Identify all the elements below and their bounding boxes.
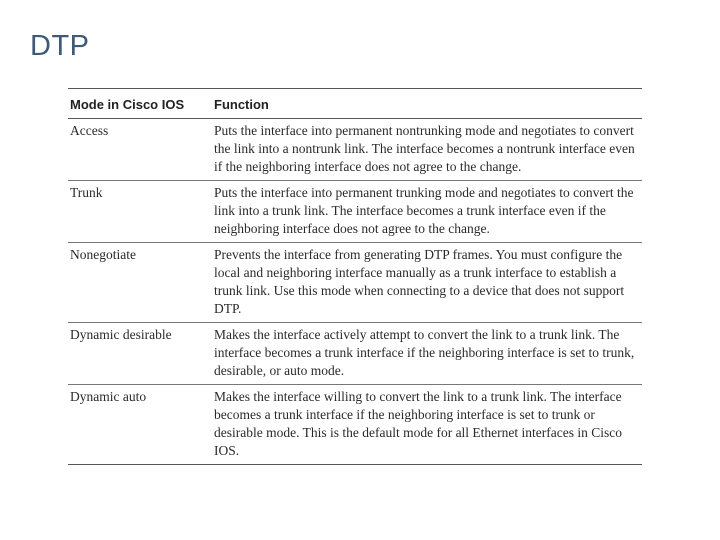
- table-row: [68, 181, 642, 243]
- header-mode: Mode in Cisco IOS: [70, 97, 185, 112]
- table-row: [68, 385, 642, 465]
- table-header-row: [68, 89, 642, 119]
- function-cell: Makes the interface actively attempt to convert the link to a trunk link. The interface becomes a trunk interface if the neighboring interface is set to trunk, desirable, or auto mode.: [214, 327, 635, 378]
- mode-cell: Dynamic desirable: [70, 327, 172, 342]
- function-cell: Puts the interface into permanent nontrunking mode and negotiates to convert the link into a nontrunk link. The interface becomes a nontrunk interface even if the neighboring interface does not agree to the change.: [214, 123, 635, 174]
- table-row: [68, 243, 642, 323]
- function-cell: Prevents the interface from generating DTP frames. You must configure the local and neighboring interface manually as a trunk interface to establish a trunk link. Use this mode when connecting to a device that does not support DTP.: [214, 247, 625, 316]
- table-row: [68, 323, 642, 385]
- function-cell: Puts the interface into permanent trunking mode and negotiates to convert the link into a trunk link. The interface becomes a trunk interface even if the neighboring interface does not agree to the change.: [214, 185, 634, 236]
- dtp-modes-table: [68, 88, 642, 465]
- mode-cell: Access: [70, 123, 109, 138]
- mode-cell: Dynamic auto: [70, 389, 147, 404]
- slide-title: DTP: [30, 30, 90, 62]
- header-function: Function: [214, 97, 269, 112]
- table-row: [68, 119, 642, 181]
- function-cell: Makes the interface willing to convert the link to a trunk link. The interface becomes a trunk interface if the neighboring interface is set to trunk or desirable mode. This is the default mode for all Ethernet interfaces in Cisco IOS.: [214, 389, 622, 458]
- mode-cell: Trunk: [70, 185, 103, 200]
- mode-cell: Nonegotiate: [70, 247, 136, 262]
